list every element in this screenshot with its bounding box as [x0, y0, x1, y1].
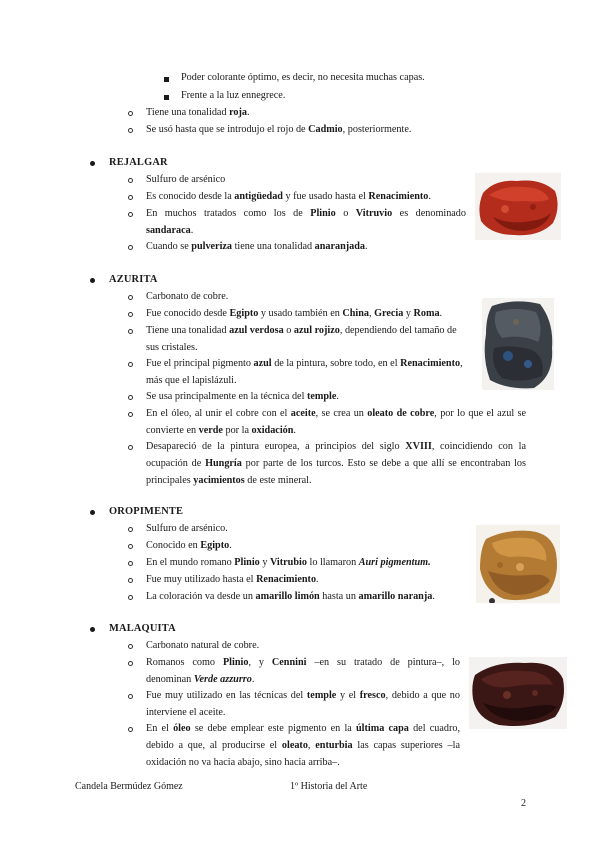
list-item-continuation: más que el lapislázuli.: [146, 375, 237, 386]
circle-bullet-icon: [128, 195, 133, 200]
square-bullet-icon: [164, 95, 169, 100]
list-item: Se usó hasta que se introdujo el rojo de Cadmio, posteriormente.: [146, 124, 412, 135]
bullet-icon: [90, 161, 95, 166]
circle-bullet-icon: [128, 412, 133, 417]
circle-bullet-icon: [128, 644, 133, 649]
circle-bullet-icon: [128, 329, 133, 334]
circle-bullet-icon: [128, 395, 133, 400]
list-item: Conocido en Egipto.: [146, 540, 232, 551]
list-item: Fue muy utilizado en las técnicas del temple y el fresco, debido a que no: [146, 690, 460, 701]
page-number: 2: [521, 798, 526, 809]
malaquita-mineral-image: [469, 657, 567, 729]
circle-bullet-icon: [128, 578, 133, 583]
circle-bullet-icon: [128, 727, 133, 732]
list-item-continuation: sandaraca.: [146, 225, 194, 236]
list-item: En el mundo romano Plinio y Vitrubio lo llamaron Auri pigmentum.: [146, 557, 431, 568]
circle-bullet-icon: [128, 527, 133, 532]
list-item: En el óleo se debe emplear este pigmento en la última capa del cuadro,: [146, 723, 460, 734]
circle-bullet-icon: [128, 295, 133, 300]
section-title-azurita: AZURITA: [109, 274, 158, 285]
bullet-icon: [90, 627, 95, 632]
list-item: Romanos como Plinio, y Cennini –en su tratado de pintura–, lo: [146, 657, 461, 668]
list-item-continuation: oxidación no va hacia abajo, sino hacia arriba–.: [146, 757, 340, 768]
list-item-continuation: interviene el aceite.: [146, 707, 226, 718]
rejalgar-mineral-image: [475, 173, 561, 240]
list-item: Tiene una tonalidad azul verdosa o azul rojizo, dependiendo del tamaño de: [146, 325, 457, 336]
bullet-icon: [90, 510, 95, 515]
section-title-malaquita: MALAQUITA: [109, 623, 176, 634]
bullet-icon: [90, 278, 95, 283]
sub-item: Poder colorante óptimo, es decir, no necesita muchas capas.: [181, 72, 425, 83]
list-item-continuation: sus cristales.: [146, 342, 198, 353]
list-item-continuation: convierte en verde por la oxidación.: [146, 425, 296, 436]
square-bullet-icon: [164, 77, 169, 82]
oropimente-mineral-image: [476, 525, 560, 603]
list-item: Es conocido desde la antigüedad y fue usado hasta el Renacimiento.: [146, 191, 431, 202]
list-item: Desapareció de la pintura europea, a principios del siglo XVIII, coincidiendo con la: [146, 441, 526, 452]
list-item: Carbonato natural de cobre.: [146, 640, 260, 651]
list-item-continuation: ocupación de Hungría por parte de los turcos. Esto se debe a que allí se encontraban los: [146, 458, 526, 469]
list-item: Cuando se pulveriza tiene una tonalidad anaranjada.: [146, 241, 368, 252]
circle-bullet-icon: [128, 694, 133, 699]
list-item: Sulfuro de arsénico.: [146, 523, 228, 534]
circle-bullet-icon: [128, 128, 133, 133]
footer-author: Candela Bermúdez Gómez: [75, 781, 183, 792]
section-title-oropimente: OROPIMENTE: [109, 506, 184, 517]
circle-bullet-icon: [128, 212, 133, 217]
circle-bullet-icon: [128, 595, 133, 600]
list-item: Sulfuro de arsénico: [146, 174, 226, 185]
list-item: Carbonato de cobre.: [146, 291, 229, 302]
sub-item: Frente a la luz ennegrece.: [181, 90, 286, 101]
section-title-rejalgar: REJALGAR: [109, 157, 168, 168]
list-item-continuation: denominan Verde azzurro.: [146, 674, 255, 685]
list-item: En el óleo, al unir el cobre con el aceite, se crea un oleato de cobre, por lo que el azul se: [146, 408, 526, 419]
circle-bullet-icon: [128, 561, 133, 566]
circle-bullet-icon: [128, 445, 133, 450]
circle-bullet-icon: [128, 362, 133, 367]
circle-bullet-icon: [128, 111, 133, 116]
list-item: En muchos tratados como los de Plinio o Vitruvio es denominado: [146, 208, 466, 219]
circle-bullet-icon: [128, 661, 133, 666]
circle-bullet-icon: [128, 544, 133, 549]
circle-bullet-icon: [128, 178, 133, 183]
list-item: Fue muy utilizado hasta el Renacimiento.: [146, 574, 319, 585]
circle-bullet-icon: [128, 312, 133, 317]
list-item: Fue conocido desde Egipto y usado también en China, Grecia y Roma.: [146, 308, 443, 319]
list-item: Fue el principal pigmento azul de la pintura, sobre todo, en el Renacimiento,: [146, 358, 463, 369]
circle-bullet-icon: [128, 245, 133, 250]
list-item: Tiene una tonalidad roja.: [146, 107, 250, 118]
footer-course: 1º Historia del Arte: [290, 781, 368, 792]
list-item: Se usa principalmente en la técnica del temple.: [146, 391, 339, 402]
list-item: La coloración va desde un amarillo limón hasta un amarillo naranja.: [146, 591, 435, 602]
azurita-mineral-image: [482, 298, 554, 390]
list-item-continuation: debido a que, al producirse el oleato, enturbia las capas superiores –la: [146, 740, 460, 751]
list-item-continuation: principales yacimientos de este mineral.: [146, 475, 312, 486]
